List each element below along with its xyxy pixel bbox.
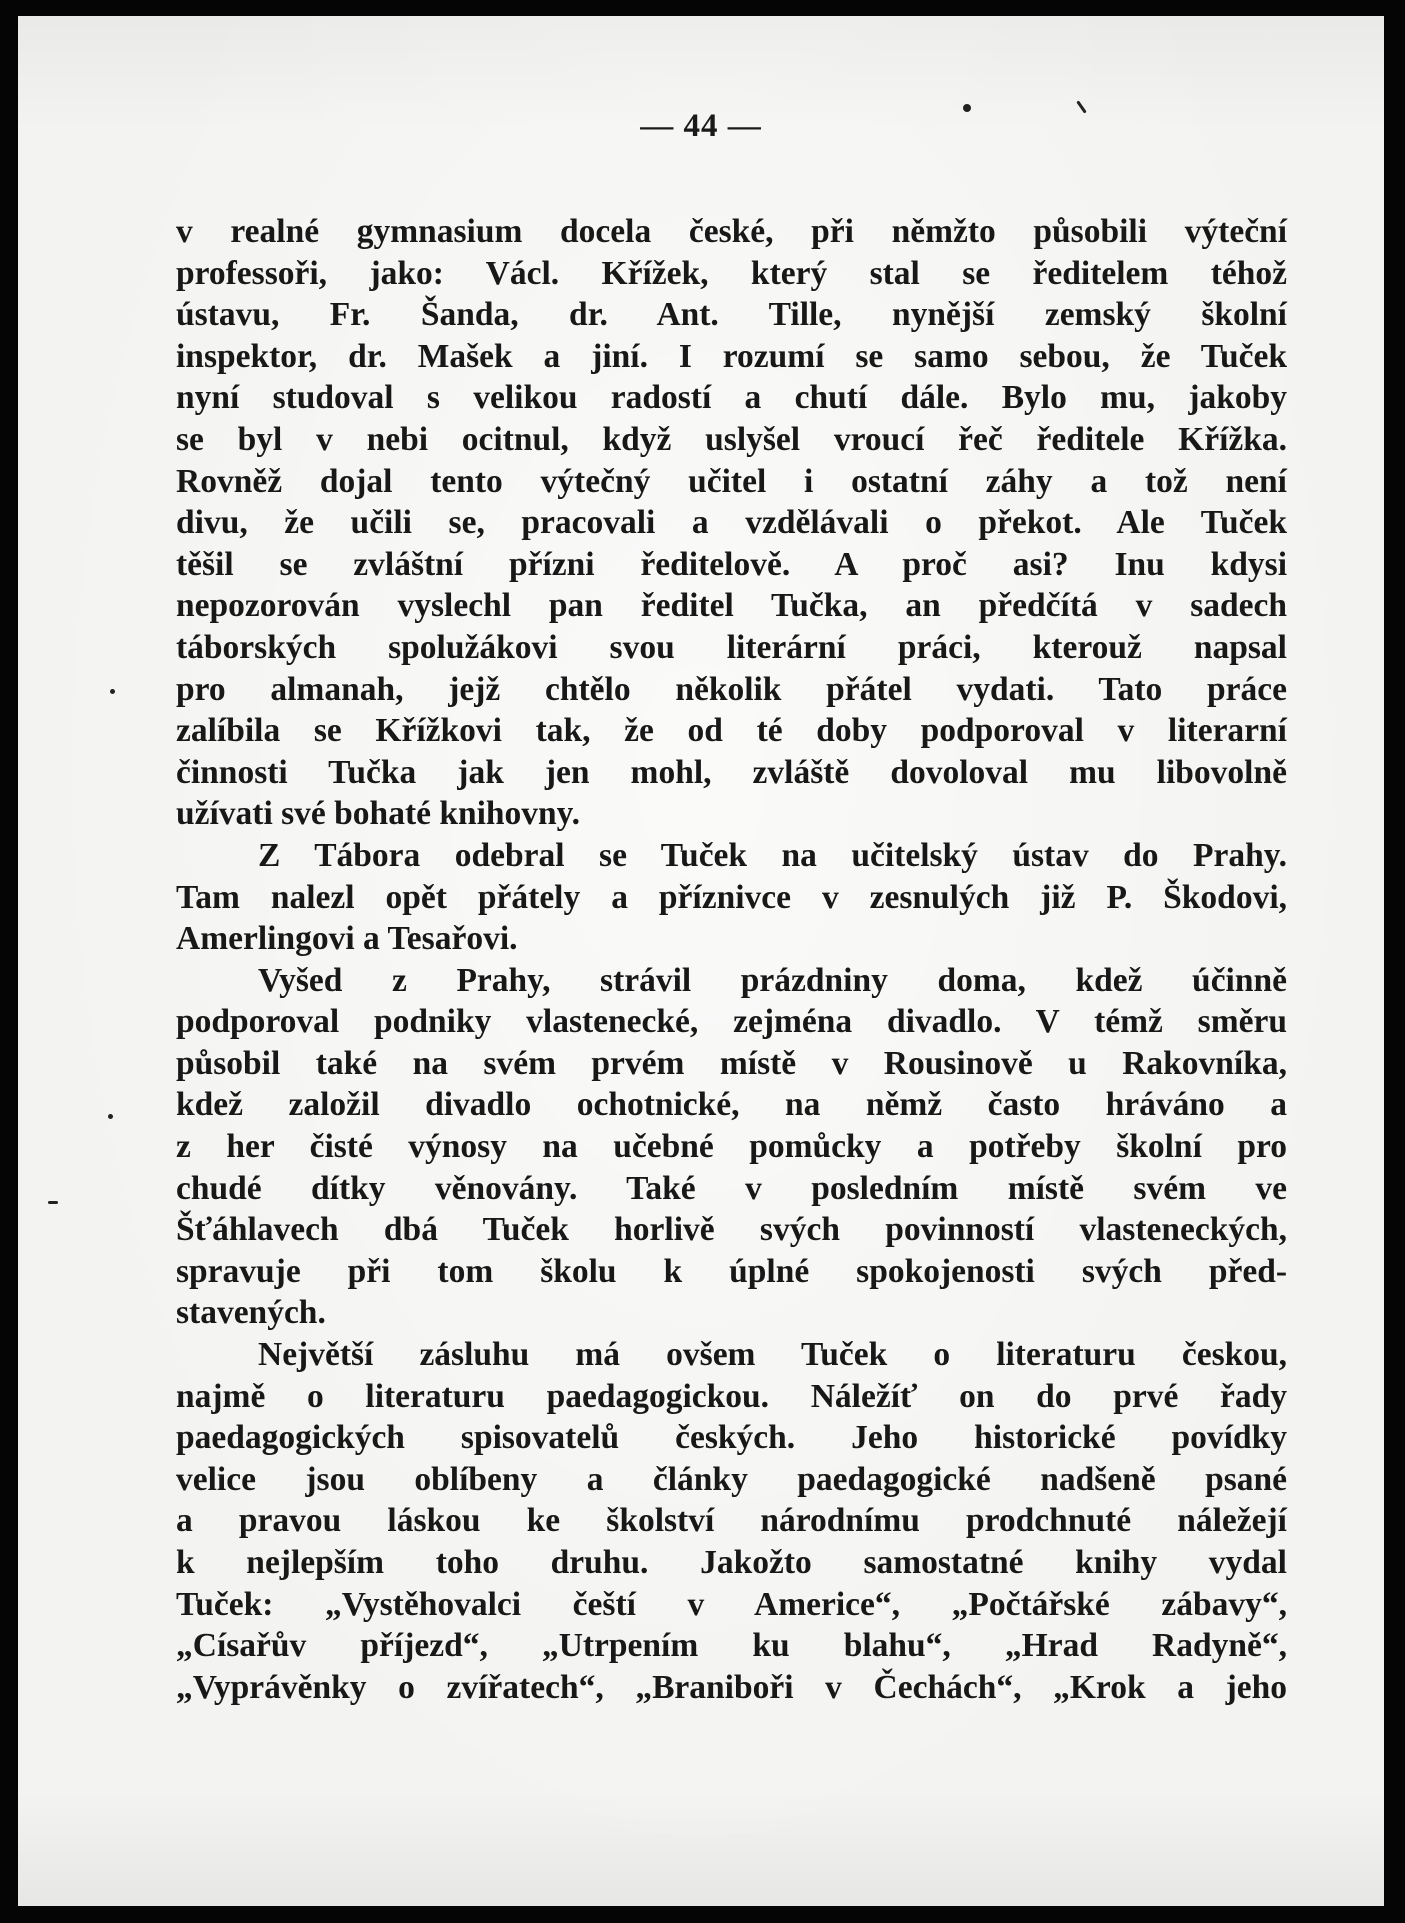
text-line: působil také na svém prvém místě v Rousinově u Rakovníka, <box>176 1044 1287 1082</box>
text-line: Tuček: „Vystěhovalci čeští v Americe“, „Počtářské zábavy“, <box>176 1585 1287 1623</box>
text-line: velice jsou oblíbeny a články paedagogické nadšeně psané <box>176 1460 1287 1498</box>
text-line: zalíbila se Křížkovi tak, že od té doby podporoval v literarní <box>176 712 1287 750</box>
text-line: Amerlingovi a Tesařovi. <box>176 920 518 958</box>
text-line: inspektor, dr. Mašek a jiní. I rozumí se samo sebou, že Tuček <box>176 337 1287 375</box>
text-line: najmě o literaturu paedagogickou. Náležíť on do prvé řady <box>176 1377 1287 1415</box>
text-line: pro almanah, jejž chtělo několik přátel vydati. Tato práce <box>176 670 1287 708</box>
book-page <box>18 16 1384 1906</box>
text-line: stavených. <box>176 1294 326 1332</box>
text-line: Šťáhlavech dbá Tuček horlivě svých povinností vlasteneckých, <box>176 1211 1287 1249</box>
text-line: Tam nalezl opět přátely a příznivce v zesnulých již P. Škodovi, <box>176 878 1287 916</box>
text-line: „Vyprávěnky o zvířatech“, „Braniboři v Čechách“, „Krok a jeho <box>176 1668 1287 1706</box>
text-line: k nejlepším toho druhu. Jakožto samostatné knihy vydal <box>176 1544 1287 1581</box>
text-line: v realné gymnasium docela české, při němžto působili výteční <box>176 213 1287 250</box>
text-line: těšil se zvláštní přízni ředitelově. A proč asi? Inu kdysi <box>176 545 1287 583</box>
text-line: „Císařův příjezd“, „Utrpením ku blahu“, „Hrad Radyně“, <box>176 1627 1287 1665</box>
text-line: užívati své bohaté knihovny. <box>176 795 580 833</box>
text-line: z her čisté výnosy na učebné pomůcky a potřeby školní pro <box>176 1128 1287 1166</box>
text-line: spravuje při tom školu k úplné spokojenosti svých před- <box>176 1252 1287 1290</box>
page-number: — 44 — <box>640 108 762 144</box>
print-speck <box>48 1201 58 1204</box>
print-speck <box>110 689 115 694</box>
text-line: divu, že učili se, pracovali a vzdělávali o překot. Ale Tuček <box>176 504 1287 542</box>
body-text <box>176 211 1287 1708</box>
print-speck <box>108 1114 113 1119</box>
text-line: a pravou láskou ke školství národnímu prodchnuté náležejí <box>176 1502 1287 1540</box>
print-speck <box>963 104 971 112</box>
text-line: nepozorován vyslechl pan ředitel Tučka, an předčítá v sadech <box>176 587 1287 625</box>
text-line: chudé dítky věnovány. Také v posledním místě svém ve <box>176 1169 1287 1207</box>
text-line: táborských spolužákovi svou literární práci, kterouž napsal <box>176 628 1287 666</box>
text-line: ústavu, Fr. Šanda, dr. Ant. Tille, nynější zemský školní <box>176 296 1287 334</box>
text-line: kdež založil divadlo ochotnické, na němž často hráváno a <box>176 1086 1287 1124</box>
text-line: Vyšed z Prahy, strávil prázdniny doma, kdež účinně <box>258 961 1287 999</box>
text-line: paedagogických spisovatelů českých. Jeho historické povídky <box>176 1419 1287 1457</box>
text-line: Největší zásluhu má ovšem Tuček o literaturu českou, <box>258 1336 1287 1374</box>
text-line: professoři, jako: Václ. Křížek, který stal se ředitelem téhož <box>176 254 1287 292</box>
text-line: Rovněž dojal tento výtečný učitel i ostatní záhy a tož není <box>176 462 1287 500</box>
text-line: Z Tábora odebral se Tuček na učitelský ústav do Prahy. <box>258 836 1287 874</box>
text-line: se byl v nebi ocitnul, když uslyšel vroucí řeč ředitele Křížka. <box>176 420 1287 458</box>
text-line: podporoval podniky vlastenecké, zejména divadlo. V témž směru <box>176 1003 1287 1041</box>
text-line: činnosti Tučka jak jen mohl, zvláště dovoloval mu libovolně <box>176 753 1287 791</box>
text-line: nyní studoval s velikou radostí a chutí dále. Bylo mu, jakoby <box>176 379 1287 417</box>
